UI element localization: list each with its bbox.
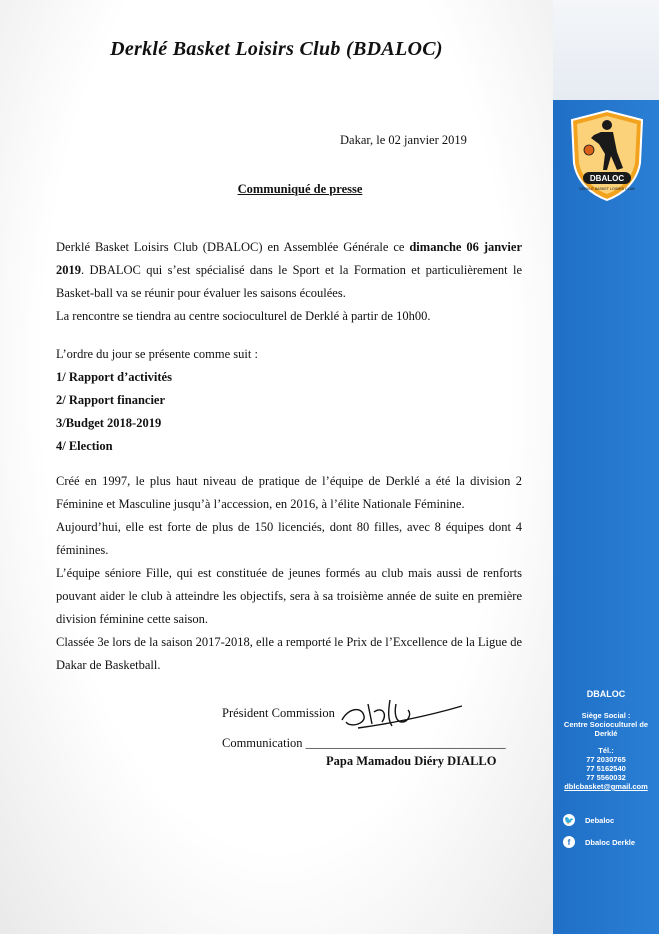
contact-info [553, 690, 659, 799]
agenda [56, 343, 522, 458]
email-link[interactable]: dblcbasket@gmail.com [564, 782, 648, 791]
phone-number: 77 5560032 [586, 773, 626, 782]
agenda-item: 3/Budget 2018-2019 [56, 416, 162, 430]
agenda-item: 1/ Rapport d’activités [56, 370, 172, 384]
facebook-link[interactable] [563, 836, 635, 848]
phone-number: 77 5162540 [586, 764, 626, 773]
head-office-label: Siège Social : [581, 711, 631, 720]
letterhead-sidebar [553, 0, 659, 934]
agenda-item: 2/ Rapport financier [56, 393, 166, 407]
press-release-heading: Communiqué de presse [237, 182, 363, 196]
signature-title-line2: Communication ________________________________ [222, 736, 506, 750]
intro-text-2: . DBALOC qui s’est spécialisé dans le Sport et la Formation et particulièrement le Basket-ball va se réunir pour évaluer les saisons écoulées. [56, 263, 522, 300]
logo-subtext: DERKLÉ BASKET LOISIRS CLUB [579, 187, 635, 191]
history-paragraph: Aujourd’hui, elle est forte de plus de 150 licenciés, dont 80 filles, avec 8 équipes dont 4 féminines. [56, 520, 522, 557]
twitter-handle: Debaloc [585, 815, 615, 825]
history-section [56, 470, 522, 677]
history-paragraph: L’équipe séniore Fille, qui est constituée de jeunes formés au club mais aussi de renforts pouvant aider le club à atteindre les objectifs, sera à sa troisième année de suite en première division féminine cette saison. [56, 566, 522, 626]
phone-label: Tél.: [598, 746, 614, 755]
phone-block [553, 746, 659, 791]
twitter-link[interactable] [563, 814, 614, 826]
agenda-item: 4/ Election [56, 439, 113, 453]
history-paragraph: Créé en 1997, le plus haut niveau de pratique de l’équipe de Derklé a été la division 2 Féminine et Masculine jusqu’à l’accession, en 2016, à l’élite Nationale Féminine. [56, 474, 522, 511]
phone-number: 77 2030765 [586, 755, 626, 764]
date-line: Dakar, le 02 janvier 2019 [340, 133, 467, 147]
handwritten-signature [338, 694, 468, 734]
logo-wordmark: DBALOC [589, 174, 625, 183]
agenda-intro: L’ordre du jour se présente comme suit : [56, 347, 258, 361]
head-office [553, 711, 659, 738]
sidebar-top-band [553, 0, 659, 100]
signatory-name: Papa Mamadou Diéry DIALLO [326, 754, 497, 768]
intro-text-1: Derklé Basket Loisirs Club (DBALOC) en Assemblée Générale ce [56, 240, 410, 254]
facebook-handle: Dbaloc Derkle [585, 837, 636, 847]
meeting-location: La rencontre se tiendra au centre socioculturel de Derklé à partir de 10h00. [56, 309, 431, 323]
club-logo [567, 108, 647, 202]
head-office-value: Centre Socioculturel de Derklé [563, 720, 649, 738]
intro-date-bold: dimanche 06 janvier 2019 [56, 240, 522, 277]
club-title: Derklé Basket Loisirs Club (BDALOC) [110, 38, 443, 60]
signature-title-line1: Président Commission [222, 706, 335, 720]
twitter-icon: 🐦 [564, 815, 574, 825]
facebook-icon: f [563, 836, 575, 848]
intro-paragraph [56, 236, 522, 305]
sidebar-club-name: DBALOC [586, 689, 626, 699]
history-paragraph: Classée 3e lors de la saison 2017-2018, elle a remporté le Prix de l’Excellence de la Ligue de Dakar de Basketball. [56, 635, 522, 672]
